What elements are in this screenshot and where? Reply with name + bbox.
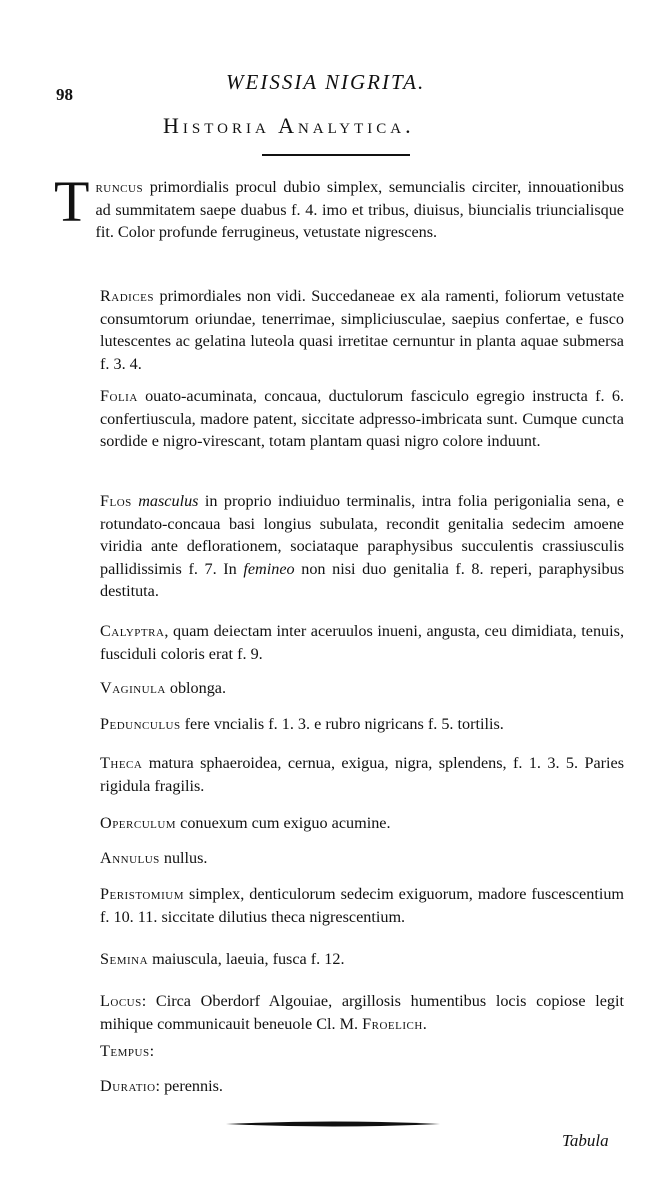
paragraph-text: primordialis procul dubio simplex, semuncialis circiter, innouationibus ad summitatem saepe duabus f. 4. imo et tribus, diuisus, biuncialis triuncialisque fit. Color profunde ferrugineus, vetustate nigrescens.: [95, 178, 624, 241]
paragraph-folia: [54, 385, 624, 453]
paragraph-text: in proprio indiuiduo terminalis, intra folia perigonialia sena, e rotundato-concaua basi longius subulata, recondit genitalia sedecim amoene viridia ante deflorationem, sociataque paraphysibus succulentis crassiusculis pallidissimis f. 7. In: [100, 492, 624, 578]
page-number: 98: [56, 85, 73, 104]
paragraph-theca: [54, 752, 624, 797]
paragraph-label: Peristomium: [100, 885, 184, 903]
running-title: WEISSIA NIGRITA.: [226, 70, 426, 94]
paragraph-semina: [54, 948, 624, 971]
paragraph-label: Vaginula: [100, 679, 166, 697]
paragraph-label: Theca: [100, 754, 143, 772]
paragraph-flos: [54, 490, 624, 603]
paragraph-text: matura sphaeroidea, cernua, exigua, nigra, splendens, f. 1. 3. 5. Paries rigidula fragilis.: [100, 754, 624, 795]
title-rule: [262, 154, 410, 156]
paragraph-label: Duratio: [100, 1077, 156, 1095]
paragraph-text: maiuscula, laeuia, fusca f. 12.: [148, 950, 345, 968]
paragraph-annulus: [54, 847, 624, 870]
paragraph-label: Folia: [100, 387, 138, 405]
paragraph-vaginula: [54, 677, 624, 700]
paragraph-locus: [54, 990, 624, 1035]
paragraph-text: nullus.: [159, 849, 208, 867]
paragraph-label: Tempus: [100, 1042, 150, 1060]
paragraph-operculum: [54, 812, 624, 835]
paragraph-text: : perennis.: [155, 1077, 223, 1095]
paragraph-label: Flos: [100, 492, 132, 510]
paragraph-text: :: [149, 1042, 155, 1060]
italic-term: femineo: [243, 559, 295, 578]
paragraph-label: Radices: [100, 287, 155, 305]
paragraph-pedunculus: [54, 713, 624, 736]
paragraph-calyptra: [54, 620, 624, 665]
paragraph-label: Semina: [100, 950, 149, 968]
paragraph-peristomium: [54, 883, 624, 928]
paragraph-label: Pedunculus: [100, 715, 181, 733]
paragraph-text: simplex, denticulorum sedecim exiguorum, madore fuscescentium f. 10. 11. siccitate dilutius theca nigrescentium.: [100, 885, 624, 926]
paragraph-text: oblonga.: [165, 679, 227, 697]
paragraph-tempus: [54, 1040, 624, 1063]
paragraph-label: Locus: [100, 992, 142, 1010]
collector-name: Froelich: [362, 1014, 423, 1033]
drop-cap: T: [54, 169, 90, 234]
section-title: Historia Analytica.: [163, 113, 415, 138]
paragraph-text: fere vncialis f. 1. 3. e rubro nigricans f. 5. tortilis.: [180, 715, 504, 733]
paragraph-text: .: [422, 1014, 427, 1033]
paragraph-duratio: [54, 1075, 624, 1098]
catchword: Tabula: [562, 1131, 609, 1150]
ornamental-rule: [226, 1120, 440, 1128]
paragraph-truncus: [54, 169, 624, 244]
paragraph-radices: [54, 285, 624, 375]
paragraph-text: non nisi duo genitalia f. 8. reperi, paraphysibus destituta.: [100, 559, 624, 600]
paragraph-label: Operculum: [100, 814, 177, 832]
paragraph-text: , quam deiectam inter aceruulos inueni, angusta, ceu dimidiata, tenuis, fusciduli coloris erat f. 9.: [100, 622, 624, 663]
paragraph-label: runcus: [95, 178, 144, 196]
paragraph-text: primordiales non vidi. Succedaneae ex ala ramenti, foliorum vetustate consumtorum oriundae, tenerrimae, simpliciusculae, saepius confertae, e fusco lutescentes ac gelatina luteola quasi irretitae cernuntur in planta aquae submersa f. 3. 4.: [100, 287, 624, 373]
paragraph-label: Calyptra: [100, 622, 165, 640]
paragraph-label: Annulus: [100, 849, 160, 867]
italic-term: masculus: [138, 492, 199, 510]
paragraph-text: : Circa Oberdorf Algouiae, argillosis humentibus locis copiose legit mihique communicauit beneuole Cl. M.: [100, 992, 624, 1033]
paragraph-text: ouato-acuminata, concaua, ductulorum fasciculo egregio instructa f. 6. confertiuscula, madore patent, siccitate adpresso-imbricata sunt. Cumque cuncta sordide e nigro-virescant, totam plantam quasi nigro colore induunt.: [100, 387, 624, 450]
paragraph-text: conuexum cum exiguo acumine.: [176, 814, 391, 832]
